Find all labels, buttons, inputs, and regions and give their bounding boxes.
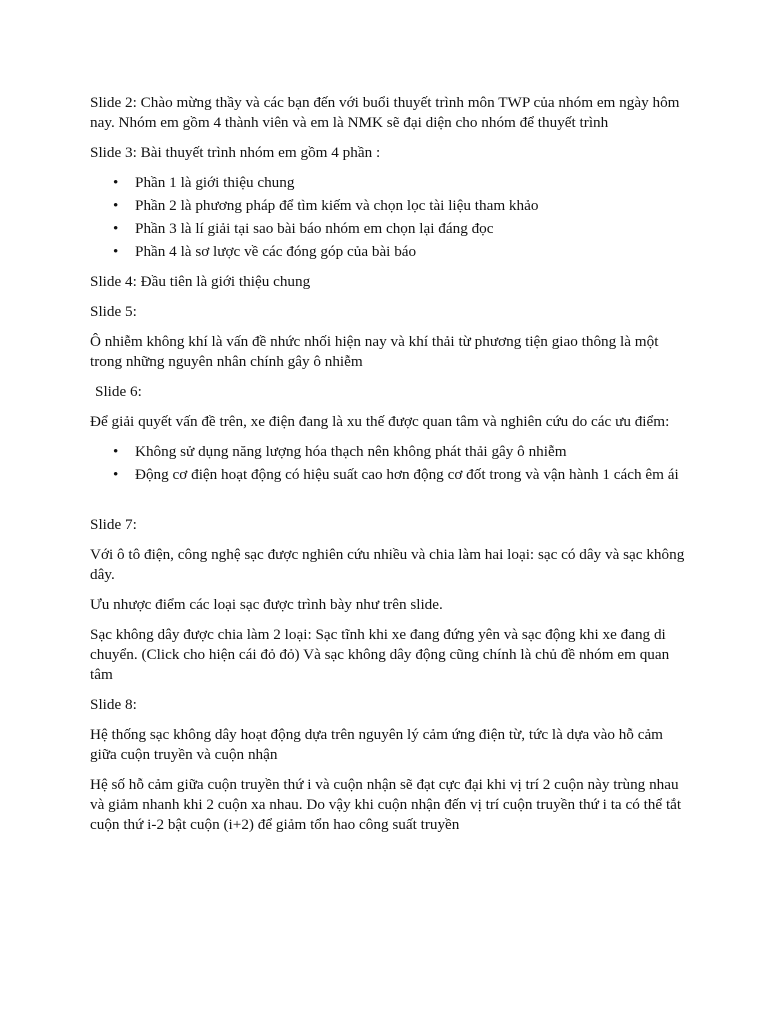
list-item: • Phần 4 là sơ lược về các đóng góp của bài báo	[135, 242, 690, 262]
paragraph-wireless-types: Sạc không dây được chia làm 2 loại: Sạc tĩnh khi xe đang đứng yên và sạc động khi xe đang di chuyển. (Click cho hiện cái đỏ đỏ) Và sạc không dây động cũng chính là chủ đề nhóm em quan tâm	[90, 626, 670, 683]
paragraph-slide-6-body: Để giải quyết vấn đề trên, xe điện đang là xu thế được quan tâm và nghiên cứu do các ưu điểm:	[90, 413, 670, 430]
paragraph-slide-8-heading: Slide 8:	[90, 696, 137, 713]
paragraph-slide-7-body: Với ô tô điện, công nghệ sạc được nghiên cứu nhiều và chia làm hai loại: sạc có dây và sạc không dây.	[90, 546, 685, 583]
paragraph-charging-pros-cons: Ưu nhược điểm các loại sạc được trình bày như trên slide.	[90, 596, 443, 613]
list-item: • Phần 3 là lí giải tại sao bài báo nhóm em chọn lại đáng đọc	[135, 219, 690, 239]
paragraph-slide-8-body: Hệ thống sạc không dây hoạt động dựa trên nguyên lý cảm ứng điện từ, tức là dựa vào hỗ cảm giữa cuộn truyền và cuộn nhận	[90, 726, 663, 763]
paragraph-slide-2: Slide 2: Chào mừng thầy và các bạn đến với buổi thuyết trình môn TWP của nhóm em ngày hôm nay. Nhóm em gồm 4 thành viên và em là NMK sẽ đại diện cho nhóm để thuyết trình	[90, 94, 680, 131]
list-item: • Phần 1 là giới thiệu chung	[135, 173, 690, 193]
list-item: • Động cơ điện hoạt động có hiệu suất cao hơn động cơ đốt trong và vận hành 1 cách êm ái	[135, 465, 690, 485]
paragraph-slide-5-heading: Slide 5:	[90, 303, 137, 320]
paragraph-slide-4: Slide 4: Đầu tiên là giới thiệu chung	[90, 273, 311, 290]
paragraph-slide-3: Slide 3: Bài thuyết trình nhóm em gồm 4 phần :	[90, 144, 381, 161]
paragraph-slide-5-body: Ô nhiễm không khí là vấn đề nhức nhối hiện nay và khí thải từ phương tiện giao thông là một trong những nguyên nhân chính gây ô nhiễm	[90, 333, 659, 370]
list-item: • Phần 2 là phương pháp để tìm kiếm và chọn lọc tài liệu tham khảo	[135, 196, 690, 216]
paragraph-slide-7-heading: Slide 7:	[90, 516, 137, 533]
list-item: • Không sử dụng năng lượng hóa thạch nên không phát thải gây ô nhiễm	[135, 442, 690, 462]
paragraph-mutual-inductance: Hệ số hỗ cảm giữa cuộn truyền thứ i và cuộn nhận sẽ đạt cực đại khi vị trí 2 cuộn này trùng nhau và giảm nhanh khi 2 cuộn xa nhau. Do vậy khi cuộn nhận đến vị trí cuộn truyền thứ i ta có thể tắt cuộn thứ i-2 bật cuộn (i+2) để giảm tổn hao công suất truyền	[90, 776, 682, 833]
paragraph-slide-6-heading: Slide 6:	[95, 383, 142, 400]
document-body	[90, 93, 690, 845]
bullet-list-advantages	[90, 442, 690, 485]
bullet-list-parts	[90, 173, 690, 262]
